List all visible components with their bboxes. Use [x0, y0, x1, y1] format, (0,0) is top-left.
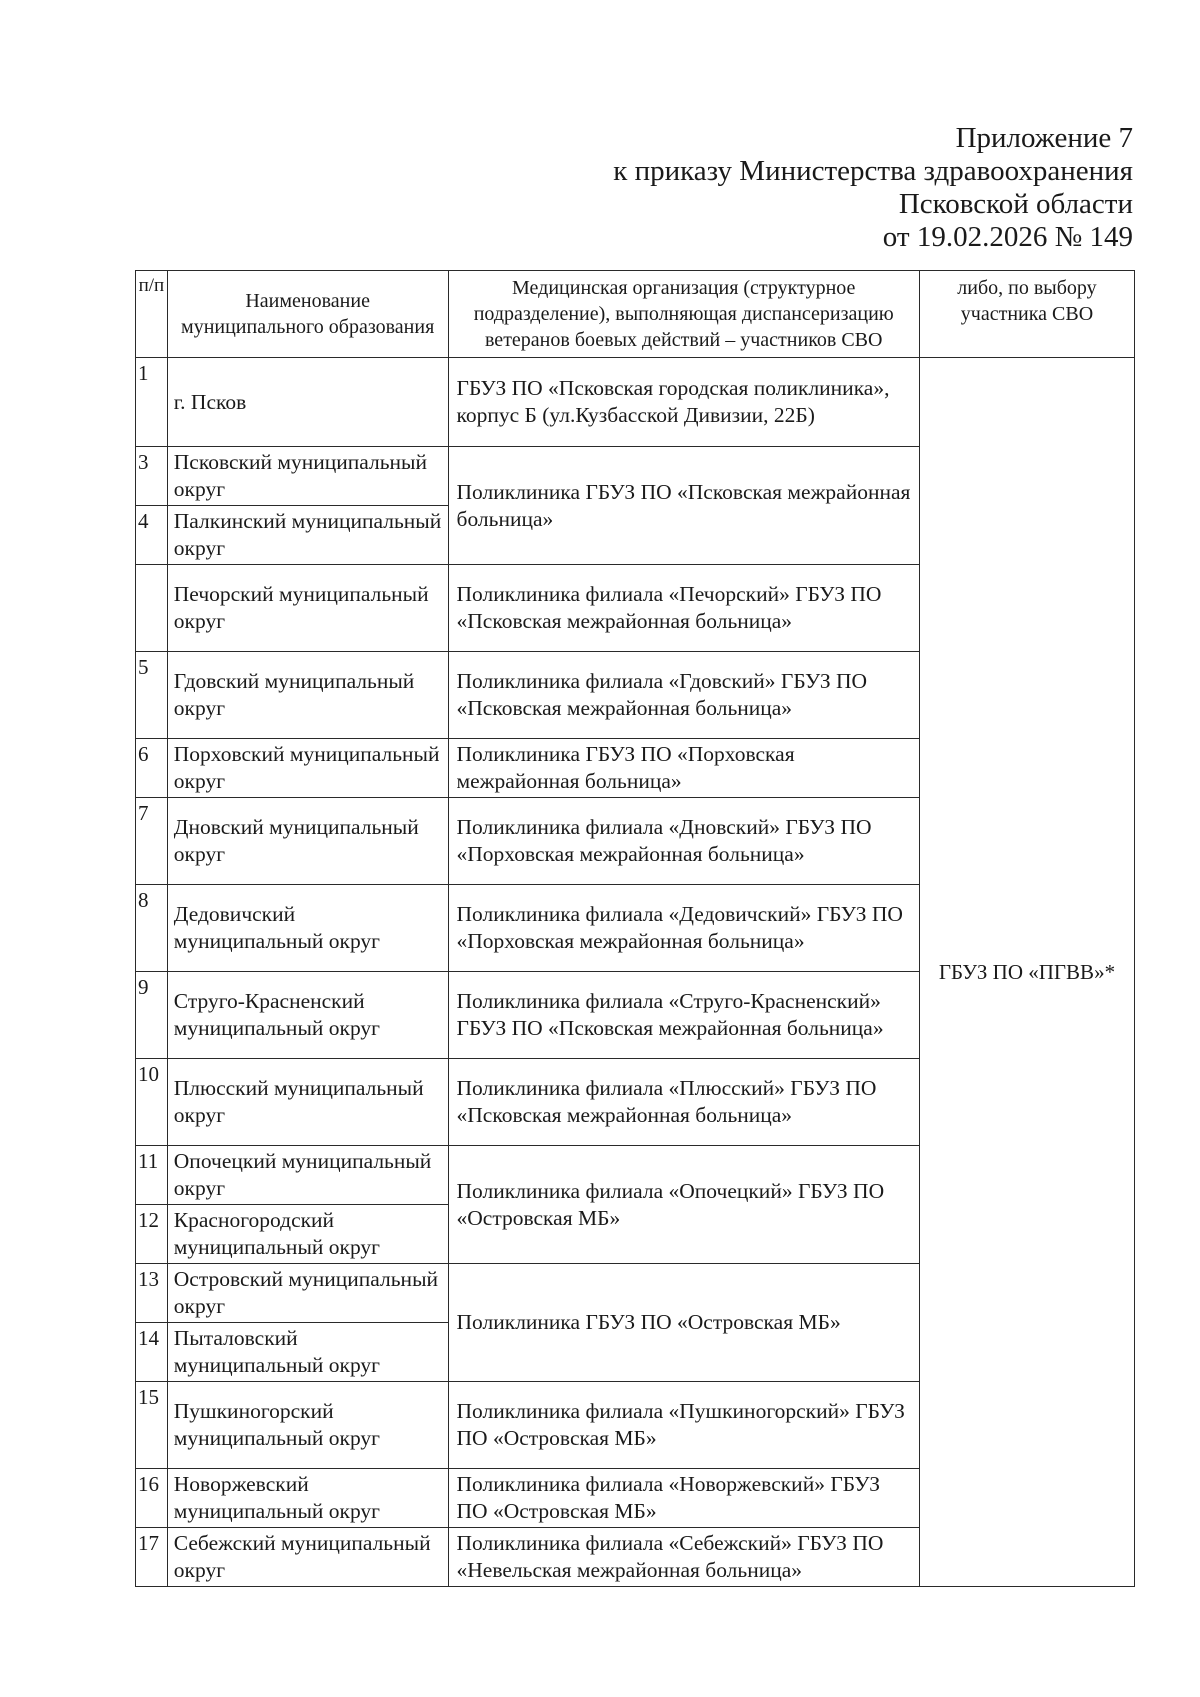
- order-date-number: от 19.02.2026 № 149: [882, 221, 1133, 253]
- organization-cell: Поликлиника филиала «Плюсский» ГБУЗ ПО «Псковская межрайонная больница»: [448, 1059, 919, 1146]
- municipality-cell: Пыталовский муниципальный округ: [167, 1323, 448, 1382]
- row-number: 9: [136, 972, 168, 1059]
- municipality-cell: Струго-Красненский муниципальный округ: [167, 972, 448, 1059]
- municipality-cell: Дновский муниципальный округ: [167, 798, 448, 885]
- row-number: 10: [136, 1059, 168, 1146]
- document-header: [613, 122, 1133, 254]
- row-number: 14: [136, 1323, 168, 1382]
- organization-cell: Поликлиника филиала «Дновский» ГБУЗ ПО «Порховская межрайонная больница»: [448, 798, 919, 885]
- organization-cell: ГБУЗ ПО «Псковская городская поликлиника», корпус Б (ул.Кузбасской Дивизии, 22Б): [448, 358, 919, 447]
- organization-cell: Поликлиника филиала «Струго-Красненский» ГБУЗ ПО «Псковская межрайонная больница»: [448, 972, 919, 1059]
- row-number: 13: [136, 1264, 168, 1323]
- row-number: 7: [136, 798, 168, 885]
- municipality-cell: Плюсский муниципальный округ: [167, 1059, 448, 1146]
- row-number: 8: [136, 885, 168, 972]
- row-number: 12: [136, 1205, 168, 1264]
- row-number: 11: [136, 1146, 168, 1205]
- municipality-cell: Островский муниципальный округ: [167, 1264, 448, 1323]
- municipality-cell: Печорский муниципальный округ: [167, 565, 448, 652]
- table-header-row: [136, 271, 1135, 358]
- organization-cell: Поликлиника ГБУЗ ПО «Островская МБ»: [448, 1264, 919, 1382]
- municipality-cell: Порховский муниципальный округ: [167, 739, 448, 798]
- row-number: 16: [136, 1469, 168, 1528]
- organization-cell: Поликлиника ГБУЗ ПО «Псковская межрайонная больница»: [448, 447, 919, 565]
- region-name: Псковской области: [898, 188, 1133, 220]
- appendix-title: Приложение 7: [955, 122, 1133, 154]
- municipality-cell: Себежский муниципальный округ: [167, 1528, 448, 1587]
- organization-cell: Поликлиника филиала «Пушкиногорский» ГБУЗ ПО «Островская МБ»: [448, 1382, 919, 1469]
- row-number: 1: [136, 358, 168, 447]
- municipality-cell: Палкинский муниципальный округ: [167, 506, 448, 565]
- organization-cell: Поликлиника филиала «Гдовский» ГБУЗ ПО «Псковская межрайонная больница»: [448, 652, 919, 739]
- organization-cell: Поликлиника филиала «Себежский» ГБУЗ ПО «Невельская межрайонная больница»: [448, 1528, 919, 1587]
- organization-cell: Поликлиника филиала «Дедовичский» ГБУЗ ПО «Порховская межрайонная больница»: [448, 885, 919, 972]
- municipality-cell: г. Псков: [167, 358, 448, 447]
- svo-organization-cell: ГБУЗ ПО «ПГВВ»*: [919, 358, 1134, 1587]
- header-organization: Медицинская организация (структурное подразделение), выполняющая диспансеризацию ветеранов боевых действий – участников СВО: [448, 271, 919, 358]
- header-municipality: Наименование муниципального образования: [167, 271, 448, 358]
- organization-cell: Поликлиника ГБУЗ ПО «Порховская межрайонная больница»: [448, 739, 919, 798]
- header-svo-choice: либо, по выбору участника СВО: [919, 271, 1134, 358]
- row-number: [136, 565, 168, 652]
- header-num: п/п: [136, 271, 168, 358]
- municipality-cell: Гдовский муниципальный округ: [167, 652, 448, 739]
- row-number: 4: [136, 506, 168, 565]
- municipality-cell: Пушкиногорский муниципальный округ: [167, 1382, 448, 1469]
- row-number: 6: [136, 739, 168, 798]
- row-number: 15: [136, 1382, 168, 1469]
- order-reference: к приказу Министерства здравоохранения: [613, 155, 1133, 187]
- row-number: 3: [136, 447, 168, 506]
- organization-cell: Поликлиника филиала «Новоржевский» ГБУЗ ПО «Островская МБ»: [448, 1469, 919, 1528]
- table-row: [136, 358, 1135, 447]
- organization-cell: Поликлиника филиала «Опочецкий» ГБУЗ ПО «Островская МБ»: [448, 1146, 919, 1264]
- municipality-cell: Опочецкий муниципальный округ: [167, 1146, 448, 1205]
- row-number: 17: [136, 1528, 168, 1587]
- organization-cell: Поликлиника филиала «Печорский» ГБУЗ ПО «Псковская межрайонная больница»: [448, 565, 919, 652]
- municipality-cell: Красногородский муниципальный округ: [167, 1205, 448, 1264]
- row-number: 5: [136, 652, 168, 739]
- municipality-cell: Псковский муниципальный округ: [167, 447, 448, 506]
- dispensary-table: [135, 270, 1135, 1587]
- municipality-cell: Новоржевский муниципальный округ: [167, 1469, 448, 1528]
- municipality-cell: Дедовичский муниципальный округ: [167, 885, 448, 972]
